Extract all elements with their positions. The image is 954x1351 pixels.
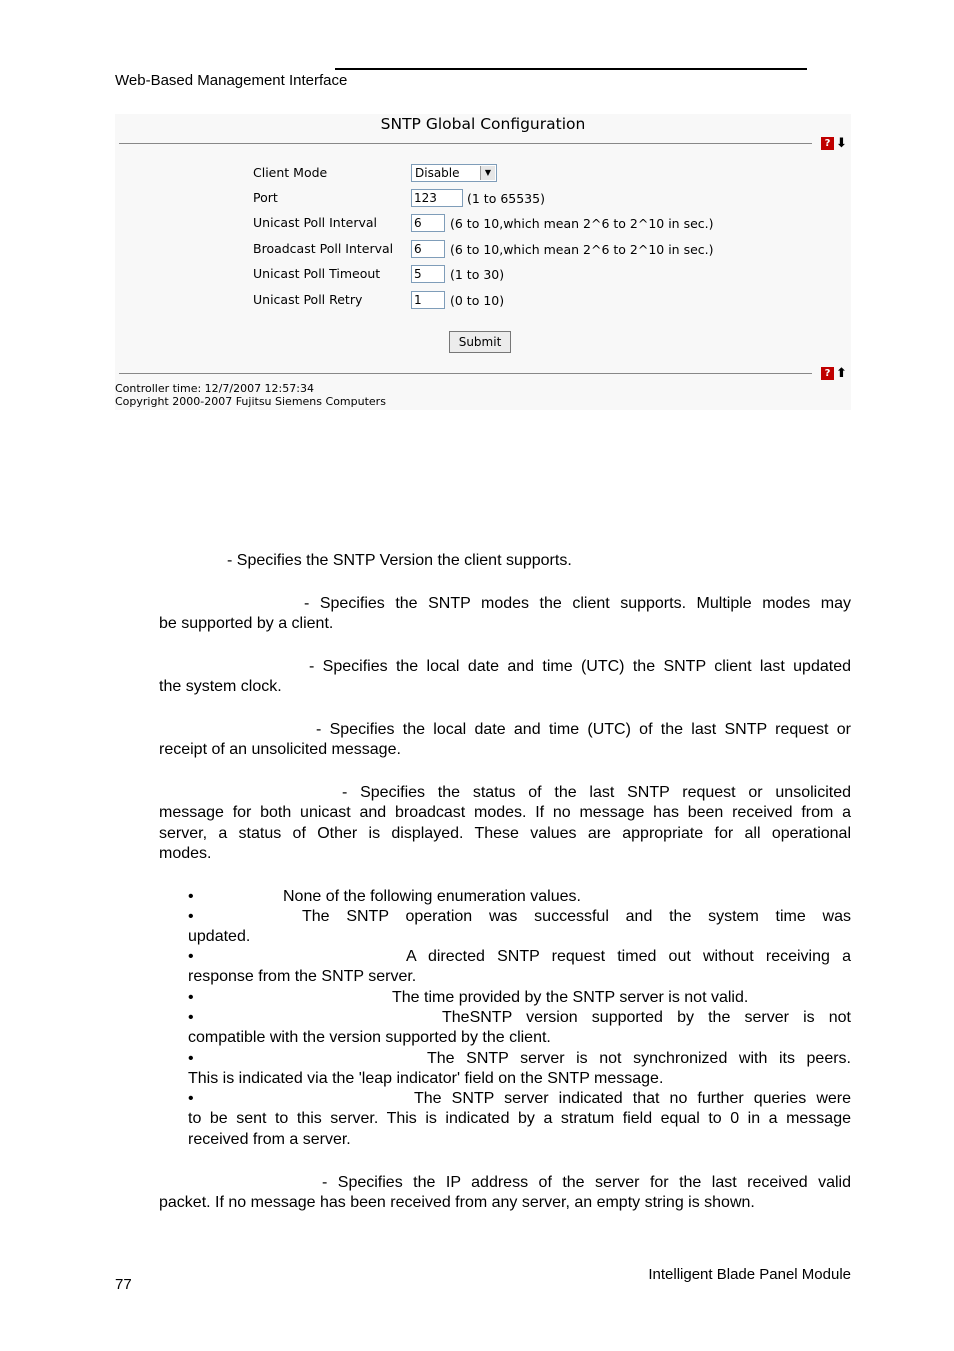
- unicast-poll-timeout-label: Unicast Poll Timeout: [253, 266, 381, 281]
- paragraph-last-update-line2: the system clock.: [159, 678, 282, 695]
- paragraph-server-ip-line2: packet. If no message has been received from any server, an empty string is shown.: [159, 1194, 755, 1211]
- header-rule: [335, 68, 807, 70]
- paragraph-server-ip-line1: - Specifies the IP address of the server for the last received valid: [322, 1174, 851, 1191]
- list-item: • The SNTP operation was successful and the system time was updated.: [188, 908, 851, 945]
- help-icon[interactable]: ?: [821, 367, 834, 380]
- port-label: Port: [253, 190, 278, 205]
- client-mode-value: Disable: [415, 166, 460, 180]
- bullet-icon: •: [188, 908, 194, 925]
- paragraph-last-status-line3: server, a status of Other is displayed. These values are appropriate for all operational: [159, 825, 851, 842]
- help-icon[interactable]: ?: [821, 137, 834, 150]
- arrow-down-icon[interactable]: ⬇: [836, 136, 847, 151]
- submit-button[interactable]: Submit: [449, 331, 511, 353]
- unicast-poll-interval-hint: (6 to 10,which mean 2^6 to 2^10 in sec.): [450, 216, 714, 231]
- list-item: • None of the following enumeration values.: [188, 887, 851, 908]
- bullet-icon: •: [188, 1050, 194, 1067]
- paragraph-last-status-line2: message for both unicast and broadcast modes. If no message has been received from a: [159, 804, 851, 821]
- paragraph-supported-mode-line2: be supported by a client.: [159, 615, 334, 632]
- paragraph-last-update-line1: - Specifies the local date and time (UTC) the SNTP client last updated: [309, 658, 851, 675]
- unicast-poll-interval-input[interactable]: 6: [411, 214, 445, 232]
- paragraph-last-status-line4: modes.: [159, 845, 212, 862]
- broadcast-poll-interval-hint: (6 to 10,which mean 2^6 to 2^10 in sec.): [450, 242, 714, 257]
- list-item: • A directed SNTP request timed out without receiving a response from the SNTP server.: [188, 948, 851, 985]
- page-number: 77: [115, 1276, 132, 1293]
- paragraph-last-status-line1: - Specifies the status of the last SNTP request or unsolicited: [342, 784, 851, 801]
- unicast-poll-timeout-hint: (1 to 30): [450, 267, 505, 282]
- paragraph-supported-mode-line1: - Specifies the SNTP modes the client supports. Multiple modes may: [304, 595, 851, 612]
- paragraph-last-attempt-line2: receipt of an unsolicited message.: [159, 741, 401, 758]
- list-item: • The SNTP server is not synchronized with its peers. This is indicated via the 'leap indicator' field on the SNTP message.: [188, 1050, 851, 1087]
- chevron-down-icon: ▼: [480, 166, 495, 180]
- copyright: Copyright 2000-2007 Fujitsu Siemens Computers: [115, 395, 386, 408]
- sntp-config-screenshot: [115, 114, 851, 410]
- page-header: Web-Based Management Interface: [115, 72, 348, 89]
- unicast-poll-retry-hint: (0 to 10): [450, 293, 505, 308]
- port-input[interactable]: 123: [411, 189, 463, 207]
- bullet-icon: •: [188, 1090, 194, 1107]
- panel-title: SNTP Global Configuration: [380, 115, 586, 133]
- client-mode-label: Client Mode: [253, 165, 328, 180]
- arrow-up-icon[interactable]: ⬆: [836, 366, 847, 381]
- paragraph-last-attempt-line1: - Specifies the local date and time (UTC) of the last SNTP request or: [316, 721, 851, 738]
- top-divider: [119, 143, 812, 144]
- list-item: • The SNTP server indicated that no further queries were to be sent to this server. This is indicated by a stratum field equal to 0 in a message received from a server.: [188, 1090, 851, 1148]
- port-hint: (1 to 65535): [467, 191, 545, 206]
- unicast-poll-timeout-input[interactable]: 5: [411, 265, 445, 283]
- paragraph-sntp-version: - Specifies the SNTP Version the client supports.: [227, 552, 572, 569]
- controller-time: Controller time: 12/7/2007 12:57:34: [115, 382, 314, 395]
- broadcast-poll-interval-label: Broadcast Poll Interval: [253, 241, 394, 256]
- bullet-icon: •: [188, 989, 194, 1006]
- bullet-icon: •: [188, 948, 194, 965]
- unicast-poll-interval-label: Unicast Poll Interval: [253, 215, 377, 230]
- client-mode-select[interactable]: [411, 164, 497, 182]
- bullet-icon: •: [188, 888, 194, 905]
- list-item: • The time provided by the SNTP server is not valid.: [188, 988, 851, 1009]
- unicast-poll-retry-label: Unicast Poll Retry: [253, 292, 363, 307]
- unicast-poll-retry-input[interactable]: 1: [411, 291, 445, 309]
- bottom-divider: [119, 373, 812, 374]
- footer-title: Intelligent Blade Panel Module: [648, 1266, 851, 1283]
- bullet-icon: •: [188, 1009, 194, 1026]
- list-item: • TheSNTP version supported by the server is not compatible with the version supported by the client.: [188, 1009, 851, 1046]
- broadcast-poll-interval-input[interactable]: 6: [411, 240, 445, 258]
